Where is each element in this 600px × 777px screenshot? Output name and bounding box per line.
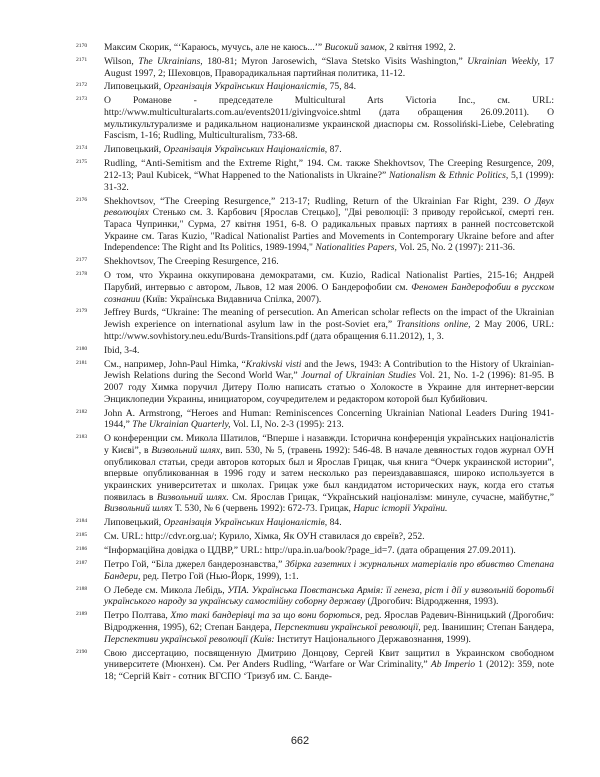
- footnote-number: 2176: [76, 196, 88, 203]
- footnote-text: Петро Гой, “Біла джерел бандерознавства,”: [104, 559, 286, 571]
- footnote-italic-text: Організація Українських Націоналістів,: [163, 81, 328, 93]
- footnote: [76, 95, 554, 142]
- footnote-number: 2183: [76, 434, 88, 441]
- footnote-text: (Київ: Українська Видавнича Спілка, 2007).: [140, 293, 322, 305]
- footnote-italic-text: Організація Українських Націоналістів,: [163, 144, 328, 156]
- footnote-text: 87.: [327, 144, 342, 156]
- footnote: [76, 195, 554, 255]
- footnote-text: Максим Скорик, “‘Караюсь, мучусь, але не каюсь...’”: [104, 42, 325, 53]
- footnote-text: О том, что Украина оккупирована демократами, см. Kuzio, Radical Nationalist Parties, 215-16; Андрей Парубий, интервью с автором, Львов, 12 мая 2006. О Бандерофобии см.: [104, 270, 554, 293]
- footnote-italic-text: Феномен Бандерофобии в русском сознании: [104, 281, 554, 305]
- footnote-text: 17 August 1997, 2; Шеховцов, Праворадикальная партийная политика, 11-12.: [104, 55, 554, 79]
- footnote-number: 2170: [76, 43, 88, 49]
- footnote-italic-text: Організація Українських Націоналістів,: [163, 517, 328, 529]
- footnote-number: 2175: [76, 159, 88, 166]
- footnote-number: 2171: [76, 56, 88, 63]
- footnote-number: 2178: [76, 271, 88, 278]
- footnote: [76, 55, 554, 79]
- footnote-italic-text: Ukrainian Weekly,: [467, 55, 540, 67]
- footnote-text: 2 May 2006, URL: http://www.sovhistory.neu.edu/Burds-Transitions.pdf (дата обращения 6.11.2012), 1, 3.: [104, 319, 555, 342]
- footnote-number: 2187: [76, 560, 88, 567]
- footnote-italic-text: Transitions online,: [396, 319, 471, 331]
- footnote: [76, 270, 554, 305]
- footnote-text: ред. Ярослав Радевич-Вінницький (Дрогобич: Відродження, 1995), 62; Степан Бандера,: [104, 610, 555, 633]
- footnote-number: 2182: [76, 408, 88, 415]
- footnote: [76, 545, 554, 557]
- footnote-number: 2177: [76, 257, 88, 264]
- footnote-text: , 2 квітня 1992, 2.: [384, 42, 456, 53]
- footnote-italic-text: Визвольний шлях: [104, 503, 173, 515]
- footnote: [76, 42, 554, 54]
- footnote-text: 84.: [327, 517, 342, 529]
- footnote-text: 1 (2012): 359, note 18; “Сергій Квіт - сотник ВГСПО ‘Тризуб им. С. Банде-: [104, 659, 554, 682]
- footnote: [76, 584, 554, 608]
- footnote-text: 180-81; Myron Jarosewich, “Slava Stetsko Visits Washington,”: [202, 55, 468, 67]
- footnote-italic-text: Krakivski visti: [245, 358, 302, 370]
- footnote-number: 2174: [76, 145, 88, 152]
- footnote-number: 2188: [76, 585, 88, 592]
- footnote-text: Vol. 21, No. 1-2 (1996): 81-95. В 2007 году Химка поручил Дитеру Полю написать статью о Холокосте в Украине для интернет-версии Энциклопедии Украины, инициатором, соучредителем и редактором которой был Кубийович.: [104, 370, 555, 405]
- footnote-number: 2173: [76, 96, 88, 103]
- footnote-text: См. Ярослав Грицак, “Український націоналізм: минуле, сучасне, майбутнє,”: [228, 491, 554, 503]
- footnote-italic-text: Збірка газетних і журнальних матеріалів про вбивство Степана Бандери,: [104, 559, 554, 582]
- footnote-italic-text: О Двух революціях: [104, 195, 554, 219]
- footnote-text: Wilson,: [104, 55, 139, 67]
- footnote-number: 2179: [76, 308, 88, 315]
- footnote-number: 2189: [76, 611, 88, 618]
- footnote-text: ред. Іванишин; Степан Бандера,: [420, 621, 554, 633]
- footnote-text: John A. Armstrong, “Heroes and Human: Reminiscences Concerning Ukrainian National Leaders During 1941-1944,”: [104, 407, 554, 431]
- footnote-text: Липовецький,: [104, 144, 164, 156]
- footnote-text: Shekhovtsov, The Creeping Resurgence, 216.: [104, 256, 279, 268]
- footnote-text: Т. 530, № 6 (червень 1992): 672-73. Грицак,: [172, 503, 354, 515]
- footnote-italic-text: Nationalities Papers,: [315, 242, 397, 254]
- footnote-italic-text: The Ukrainian Quarterly,: [132, 419, 231, 431]
- footnote: [76, 531, 554, 543]
- footnote-text: Ibid, 3-4.: [104, 344, 140, 356]
- footnote-italic-text: Ab Imperio: [430, 659, 476, 671]
- footnote-italic-text: Нарис історії України.: [353, 503, 448, 515]
- footnote-text: Vol. 25, No. 2 (1997): 211-36.: [396, 242, 516, 254]
- footnote-number: 2180: [76, 345, 88, 352]
- footnote: [76, 158, 554, 193]
- footnote-italic-text: Хто такі бандерівці та за що вони борються,: [170, 610, 363, 622]
- footnote-italic-text: Високий замок: [324, 42, 385, 53]
- footnote-text: Jeffrey Burds, “Ukraine: The meaning of persecution. An American scholar reflects on the impact of the Ukrainian Jewish experience on international asylum law in the post-Soviet era,”: [104, 307, 554, 331]
- footnote-number: 2181: [76, 359, 88, 366]
- footnote-italic-text: Journal of Ukrainian Studies: [301, 370, 416, 382]
- footnote-italic-text: Визвольний шлях.: [156, 491, 229, 503]
- footnote: [76, 81, 554, 93]
- footnote-italic-text: Nationalism & Ethnic Politics,: [388, 169, 509, 181]
- footnote: [76, 144, 554, 156]
- footnote-number: 2190: [76, 648, 88, 655]
- footnote-italic-text: УПА. Українська Повстанська Армія: її генеза, ріст і дії у визвольній боротьбі українського народу за українську самостійну соборну державу: [104, 584, 554, 608]
- footnote-text: Петро Полтава,: [104, 610, 171, 622]
- footnote-text: Shekhovtsov, “The Creeping Resurgence,” 213-17; Rudling, Return of the Ukrainian Far Right, 239.: [104, 195, 524, 207]
- footnote-italic-text: Визвольний шлях,: [151, 444, 223, 456]
- footnote-number: 2186: [76, 546, 88, 553]
- page-number: 662: [290, 735, 310, 747]
- footnote: [76, 407, 554, 431]
- footnote-number: 2184: [76, 518, 88, 525]
- footnote: [76, 647, 554, 683]
- footnote-text: Інститут Національного Державознання, 1999).: [274, 633, 471, 645]
- footnote-text: Vol. LI, No. 2-3 (1995): 213.: [230, 419, 344, 431]
- footnote-text: вип. 530, № 5, (травень 1992): 546-48. В начале девяностых годов журнал ОУН опубликовал статьи, среди авторов которых был и Ярослав Грицак, чья книга “Очерк украинской истории”, впервые опубликованная в 1996 году и затем несколько раз переиздававшаяся, широко используется в украинских университетах и школах. Грицак уже был кандидатом исторических наук, когда его статья появилась в: [104, 444, 554, 503]
- footnote-text: and the Jews, 1943: A Contribution to the History of Ukrainian-Jewish Relations during the Second World War,”: [104, 358, 555, 382]
- footnote-text: Rudling, “Anti-Semitism and the Extreme Right,” 194. См. также Shekhovtsov, The Creeping Resurgence, 209, 212-13; Paul Kubicek, “What Happened to the Nationalists in Ukraine?”: [104, 158, 554, 181]
- footnote-text: О Лебеде см. Микола Лебідь,: [104, 584, 228, 596]
- footnote-text: ред. Петро Гой (Нью-Йорк, 1999), 1:1.: [140, 570, 299, 582]
- footnote-text: Свою диссертацию, посвященную Дмитрию Донцову, Сергей Квит защитил в Украинском свободном университете (Мюнхен). См. Per Anders Rudling, “Warfare or War Criminality,”: [104, 647, 554, 671]
- footnote: [76, 307, 555, 342]
- footnote-text: О конференции см. Микола Шатилов, “Вперше і назавжди. Історична конференція українських націоналістів у Києві”, в: [104, 433, 554, 456]
- footnote-text: О Романове - председателе Multicultural Arts Victoria Inc., см. URL: http://www.multiculturalarts.com.au/events2011/givingvoice.shtml (дата обращения 26.09.2011). О мультикультурализме и радикальном национализме украинской диаспоры см. Rossoliński-Liebe, Celebrating Fascism, 1-16; Rudling, Multiculturalism, 733-68.: [104, 95, 554, 142]
- footnote: [76, 256, 554, 268]
- footnote-text: См. URL: http://cdvr.org.ua/; Курило, Хімка, Як ОУН ставилася до євреїв?, 252.: [104, 531, 425, 543]
- footnote-number: 2172: [76, 82, 88, 89]
- footnote: [76, 358, 555, 406]
- footnote: [76, 344, 554, 357]
- footnote-text: Липовецький,: [104, 517, 164, 529]
- footnote: [76, 559, 554, 582]
- footnote-italic-text: Перспективи української революції,: [274, 621, 421, 633]
- footnote-italic-text: Перспективи української революції (Київ:: [104, 633, 275, 645]
- footnote: [76, 610, 555, 645]
- footnote-number: 2185: [76, 532, 88, 539]
- footnote-text: Липовецький,: [104, 81, 164, 93]
- footnote-text: 5,1 (1999): 31-32.: [104, 169, 554, 193]
- footnote-text: См., например, John-Paul Himka, “: [104, 358, 246, 370]
- footnote-text: Стенько см. З. Карбович [Ярослав Стецько], "Дві революції: З приводу геройської, смерті ген. Тараса Чупринки," Сурма, 27 квітня 1951, 6-8. О радикальных правых партиях в ранней постсоветской Украине см. Taras Kuzio, "Radical Nationalist Parties and Movements in Contemporary Ukraine before and after Independence: The Right and Its Politics, 1989-1994,": [104, 207, 554, 254]
- footnote-text: “Інформаційна довідка о ЦДВР,” URL: http://upa.in.ua/book/?page_id=7. (дата обращения 27.09.2011).: [104, 545, 516, 557]
- footnote-italic-text: The Ukrainians,: [138, 55, 203, 67]
- footnote-text: (Дрогобич: Відродження, 1993).: [365, 596, 499, 608]
- footnote: [76, 517, 554, 529]
- footnote-text: 75, 84.: [327, 81, 356, 93]
- footnote-list: [76, 42, 555, 683]
- footnote: [76, 433, 554, 515]
